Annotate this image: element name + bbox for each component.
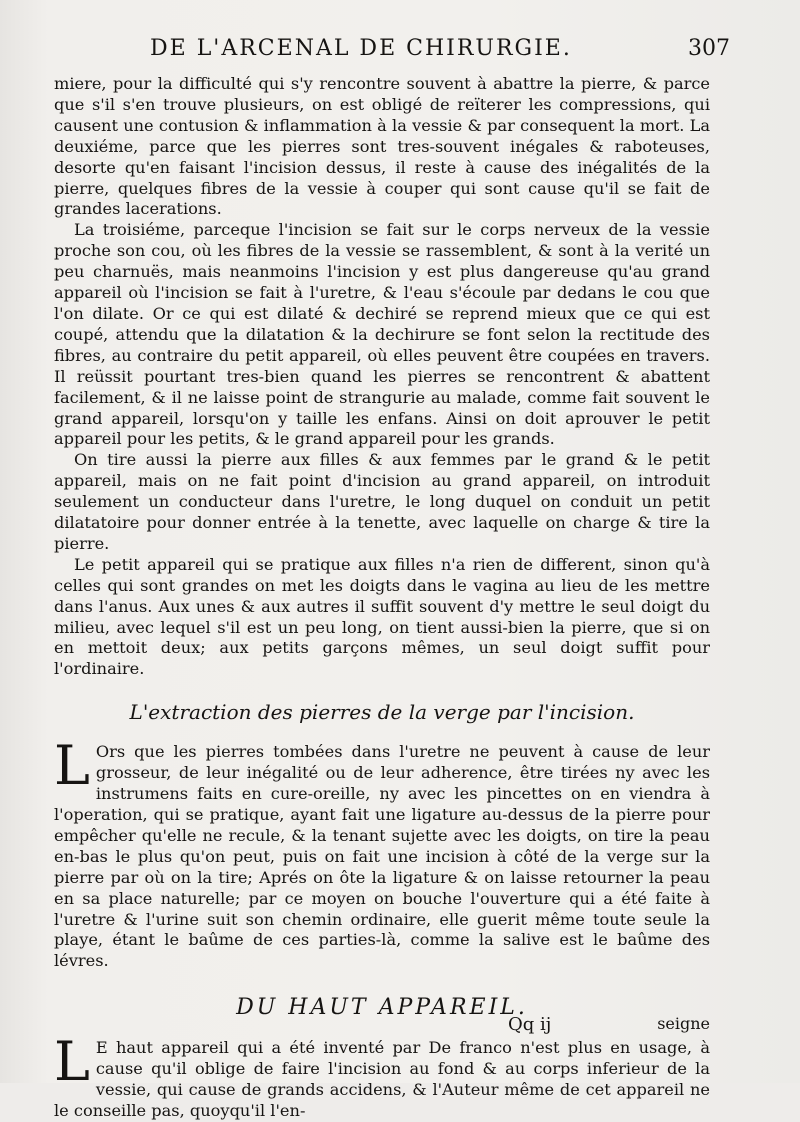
- drop-cap: L: [54, 734, 90, 798]
- page-number: 307: [688, 36, 730, 61]
- signature-mark: Qq ij: [508, 1014, 552, 1035]
- section-heading-extraction: L'extraction des pierres de la verge par l'incision.: [129, 700, 635, 725]
- paragraph-extraction-text: Ors que les pierres tombées dans l'uretre ne peuvent à cause de leur grosseur, de leur inégalité ou de leur adherence, être tirées ny avec les instrumens faits en cure-oreille, ny avec les pincettes on en viendra à l'operation, qui se pratique, ayant fait une ligature au-dessus de la pierre pour empêcher qu'elle ne recule, & la tenant sujette avec les doigts, on tire la peau en-bas le plus qu'on peut, puis on fait une incision à côté de la verge sur la pierre par où on la tire; Aprés on ôte la ligature & on laisse retourner la peau en sa place naturelle; par ce moyen on bouche l'ouverture qui a été faite à l'uretre & l'urine suit son chemin ordinaire, elle guerit même toute seule la playe, étant le baûme de ces parties-là, comme la salive est le baûme des lévres.: [54, 742, 710, 971]
- section-heading-haut-appareil: DU HAUT APPAREIL.: [236, 995, 528, 1021]
- drop-cap: L: [54, 1030, 90, 1094]
- paragraph-4: Le petit appareil qui se pratique aux filles n'a rien de different, sinon qu'à celles qui sont grandes on met les doigts dans le vagina au lieu de les mettre dans l'anus. Aux unes & aux autres il suffit souvent d'y mettre le seul doigt du milieu, avec lequel s'il est un peu long, on tient aussi-bien la pierre, que si on en mettoit deux; aux petits garçons mêmes, un seul doigt suffit pour l'ordinaire.: [54, 554, 710, 679]
- page-header: [150, 36, 730, 76]
- paragraph-2: La troisiéme, parceque l'incision se fait sur le corps nerveux de la vessie proche son cou, où les fibres de la vessie se rassemblent, & sont à la verité un peu charnuës, mais neanmoins l'incision y est plus dangereuse qu'au grand appareil où l'incision se fait à l'uretre, & l'eau s'écoule par dedans le cou que l'on dilate. Or ce qui est dilaté & dechiré se reprend mieux que ce qui est coupé, attendu que la dilatation & la dechirure se font selon la rectitude des fibres, au contraire du petit appareil, où elles peuvent être coupées en travers. Il reüssit pourtant tres-bien quand les pierres se rencontrent & abattent facilement, & il ne laisse point de strangurie au malade, comme fait souvent le grand appareil, lorsqu'on y taille les enfans. Ainsi on doit aprouver le petit appareil pour les petits, & le grand appareil pour les grands.: [54, 220, 710, 449]
- paragraph-3: On tire aussi la pierre aux filles & aux femmes par le grand & le petit appareil, mais on ne fait point d'incision au grand appareil, on introduit seulement un conducteur dans l'uretre, le long duquel on conduit un petit dilatatoire pour donner entrée à la tenette, avec laquelle on charge & tire la pierre.: [54, 450, 710, 553]
- catchword: seigne: [657, 1014, 710, 1033]
- running-title: DE L'ARCENAL DE CHIRURGIE.: [150, 36, 572, 61]
- paragraph-extraction: [54, 734, 710, 972]
- body-text: [54, 74, 710, 1122]
- page-footer: [54, 1014, 710, 1038]
- paragraph-1: miere, pour la difficulté qui s'y rencontre souvent à abattre la pierre, & parce que s'il s'en trouve plusieurs, on est obligé de reïterer les compressions, qui causent une contusion & inflammation à la vessie & par consequent la mort. La deuxiéme, parce que les pierres sont tres-souvent inégales & raboteuses, desorte qu'en faisant l'incision dessus, il reste à cause des inégalités de la pierre, quelques fibres de la vessie à couper qui sont cause qu'il se fait de grandes lacerations.: [54, 74, 710, 219]
- paragraph-haut-appareil-text: E haut appareil qui a été inventé par De franco n'est plus en usage, à cause qu'il oblige de faire l'incision au fond & au corps inferieur de la vessie, qui cause de grands accidens, & l'Auteur même de cet appareil ne le conseille pas, quoyqu'il l'en-: [54, 1038, 710, 1120]
- paragraph-haut-appareil: [54, 1030, 710, 1122]
